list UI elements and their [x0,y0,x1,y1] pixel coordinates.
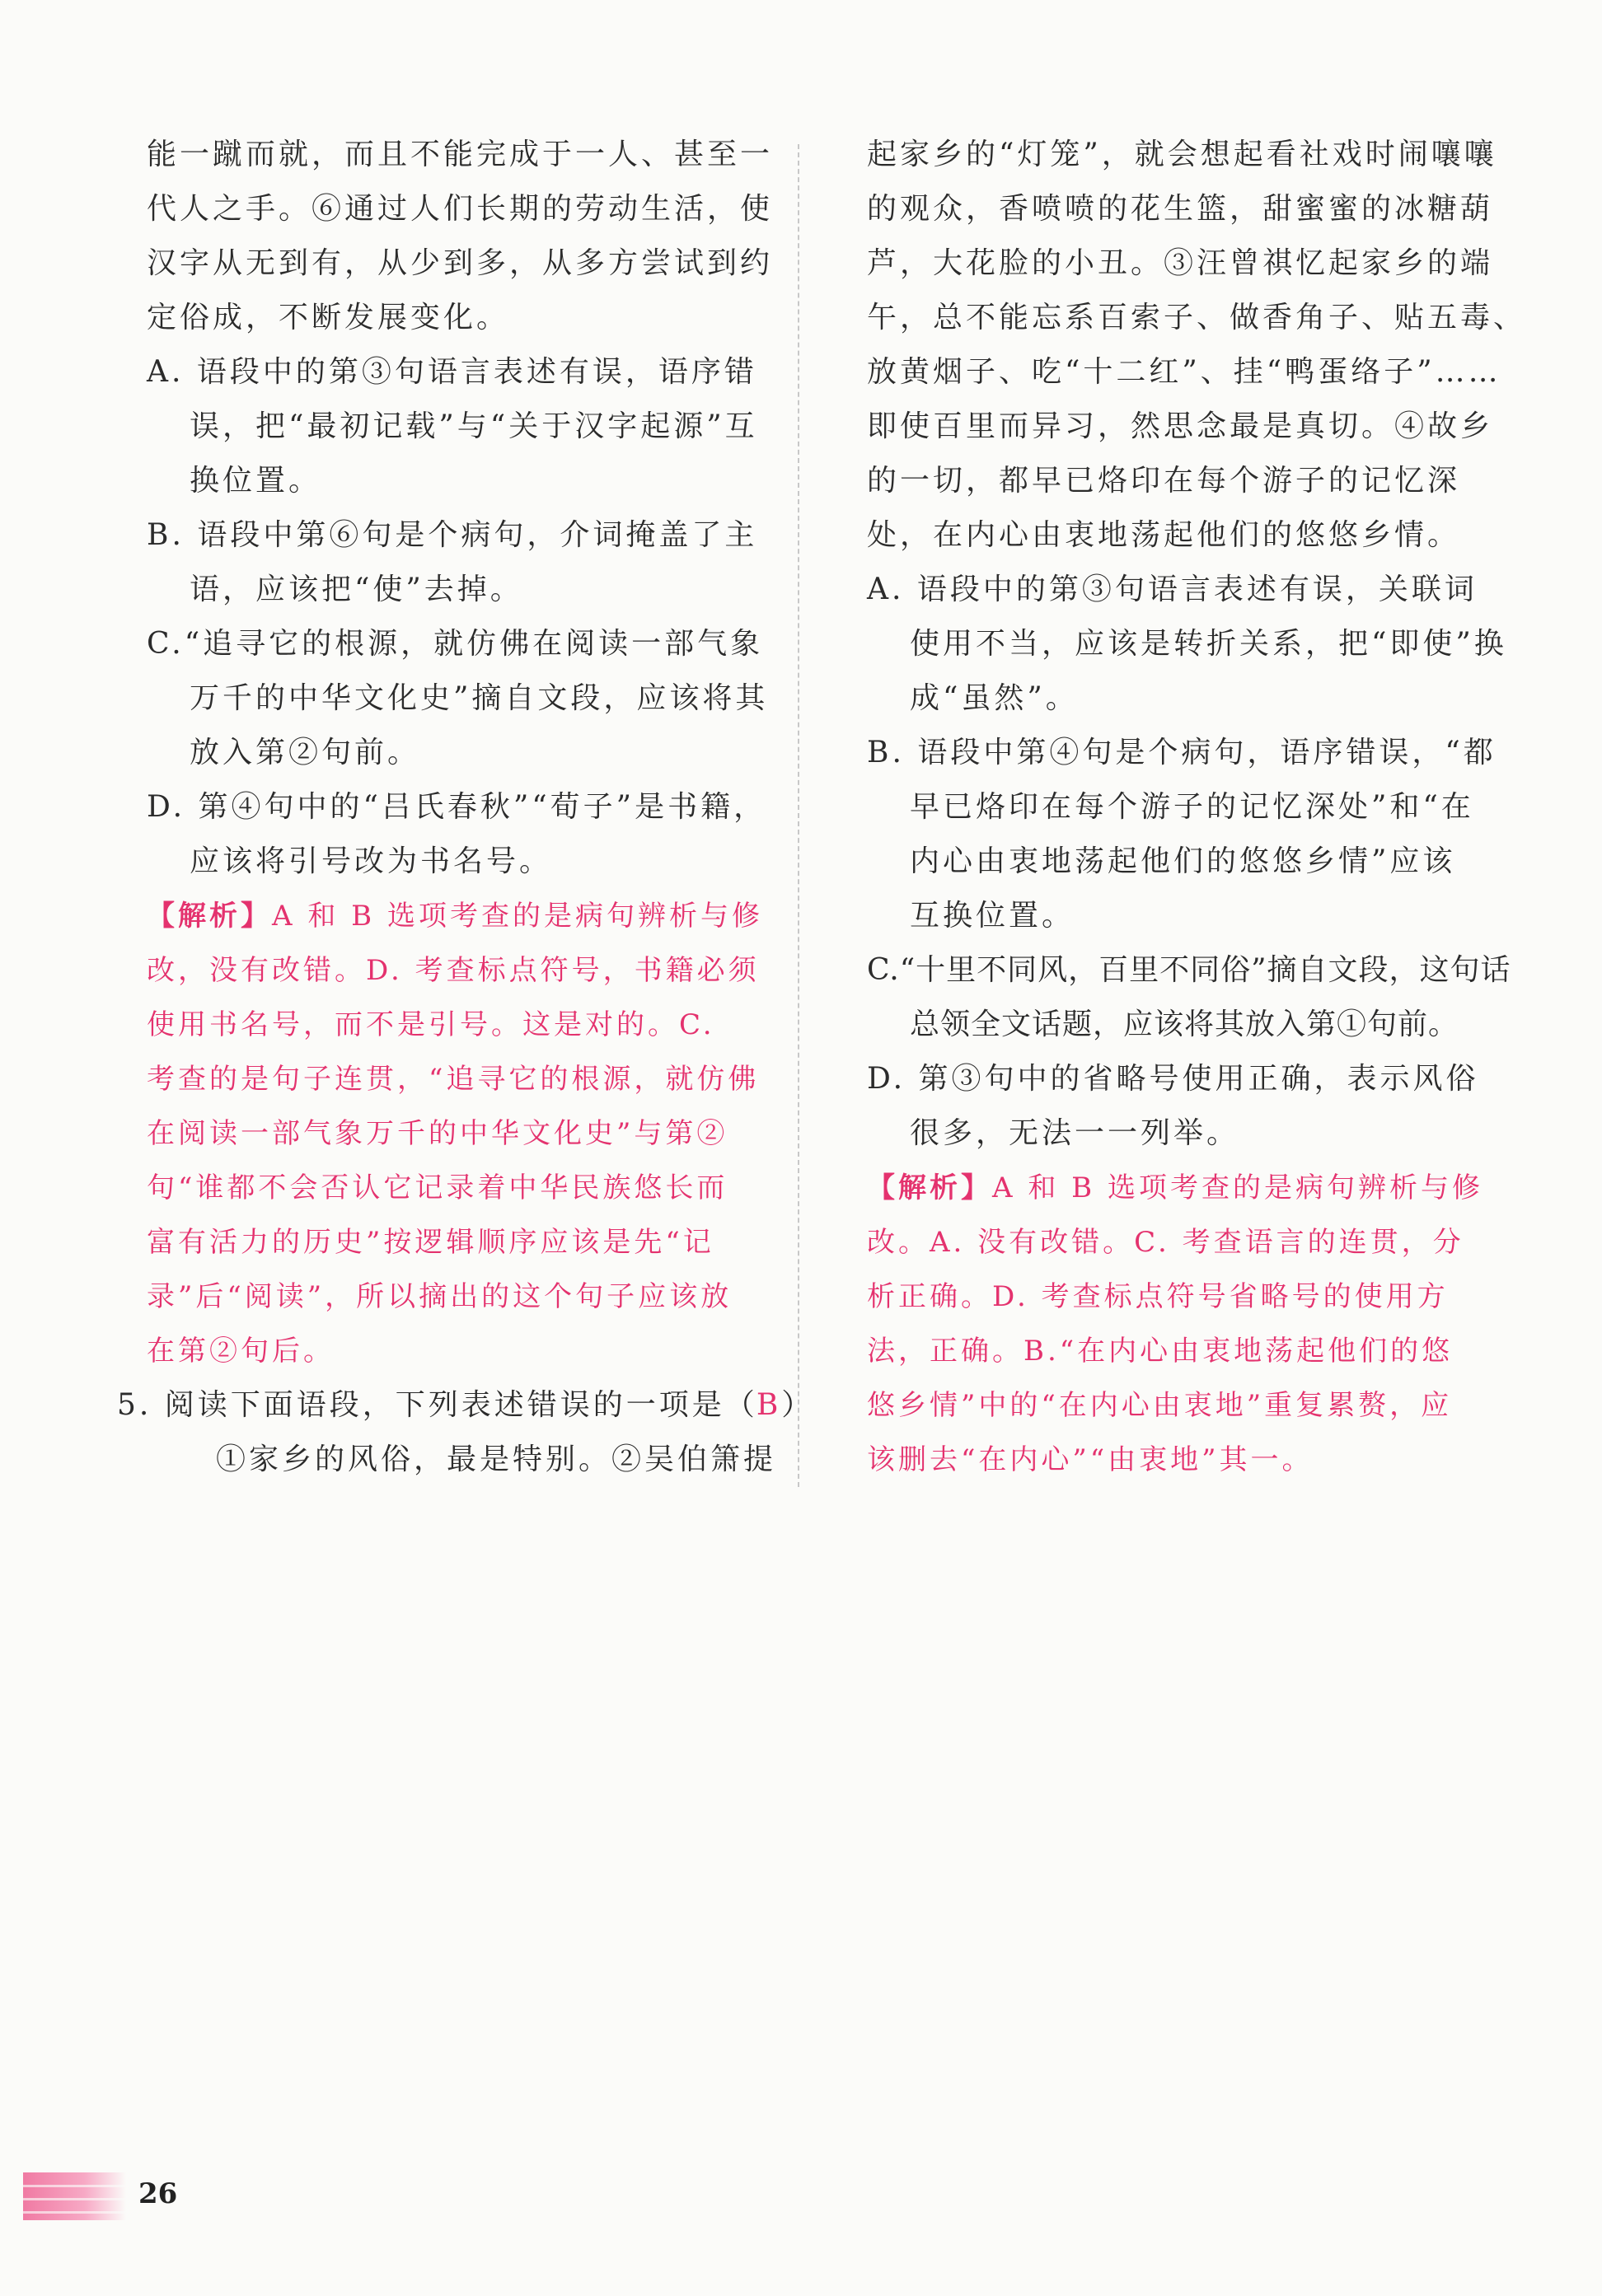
question-5 [117,1378,813,1487]
question-stem [117,1378,813,1433]
passage [867,128,1527,563]
column-divider [798,144,799,1487]
option-line: 放入第②句前。 [190,736,421,769]
option-line: 内心由衷地荡起他们的悠悠乡情”应该 [910,844,1456,878]
option-line: 应该将引号改为书名号。 [190,844,553,878]
analysis-line: 在第②句后。 [147,1335,335,1368]
footer-stripe [23,2198,126,2200]
passage-line: 芦，大花脸的小丑。③汪曾祺忆起家乡的端 [867,246,1494,280]
option-d [867,1052,1477,1161]
option-line: B. 语段中第⑥句是个病句，介词掩盖了主 [147,518,758,552]
option-line: 早已烙印在每个游子的记忆深处”和“在 [910,790,1474,824]
analysis-block [147,889,775,1378]
option-b [867,726,1497,943]
question-stem-text: 5. 阅读下面语段，下列表述错误的一项是 [117,1388,725,1422]
analysis-line: A 和 B 选项考查的是病句辨析与修 [992,1171,1483,1204]
passage-line: 放黄烟子、吃“十二红”、挂“鸭蛋络子”…… [867,355,1501,389]
left-column [117,128,813,1487]
analysis-line: 录”后“阅读”，所以摘出的这个句子应该放 [147,1280,733,1313]
analysis-block [867,1161,1483,1487]
analysis-line: 法，正确。B.“在内心由衷地荡起他们的悠 [867,1335,1454,1368]
page-number: 26 [138,2177,178,2210]
passage-continuation [147,128,775,345]
analysis-line: 富有活力的历史”按逻辑顺序应该是先“记 [147,1226,714,1259]
analysis-tag: 【解析】 [147,900,272,933]
analysis-line: 该删去“在内心”“由衷地”其一。 [867,1443,1314,1476]
option-c [147,617,775,780]
passage-line: 的一切，都早已烙印在每个游子的记忆深 [867,464,1461,498]
option-line: D. 第③句中的省略号使用正确，表示风俗 [867,1062,1479,1096]
option-line: C.“追寻它的根源，就仿佛在阅读一部气象 [147,627,764,661]
option-line: 很多，无法一一列举。 [910,1116,1240,1150]
analysis-line: 改。A. 没有改错。C. 考查语言的连贯，分 [867,1226,1464,1259]
answer-paren-open: （ [724,1388,756,1422]
option-c [867,943,1511,1052]
analysis-line: 考查的是句子连贯，“追寻它的根源，就仿佛 [147,1063,760,1096]
analysis-line: 悠乡情”中的“在内心由衷地”重复累赘，应 [867,1389,1453,1422]
analysis-line: 改，没有改错。D. 考查标点符号，书籍必须 [147,954,760,987]
analysis-line: 句“谁都不会否认它记录着中华民族悠长而 [147,1171,728,1204]
option-a [867,563,1507,726]
passage-line: 的观众，香喷喷的花生篮，甜蜜蜜的冰糖葫 [867,192,1494,226]
option-line: D. 第④句中的“吕氏春秋”“荀子”是书籍， [147,790,767,824]
option-line: 误，把“最初记载”与“关于汉字起源”互 [190,409,758,443]
option-line: 语，应该把“使”去掉。 [190,573,523,606]
passage-line: 处，在内心由衷地荡起他们的悠悠乡情。 [867,518,1461,552]
option-a [147,345,775,508]
analysis-line: 析正确。D. 考查标点符号省略号的使用方 [867,1280,1449,1313]
passage-line: 汉字从无到有，从少到多，从多方尝试到约 [147,246,774,280]
analysis-line: 在阅读一部气象万千的中华文化史”与第② [147,1117,728,1150]
option-d [147,780,775,889]
footer-stripe [23,2185,126,2187]
option-line: 互换位置。 [910,899,1075,933]
passage-line: 午，总不能忘系百索子、做香角子、贴五毒、 [867,301,1527,334]
option-line: 成“虽然”。 [910,681,1079,715]
option-line: 总领全文话题，应该将其放入第①句前。 [910,1008,1459,1041]
option-line: 换位置。 [190,464,322,498]
analysis-tag: 【解析】 [867,1171,992,1204]
answer-paren-close: ） [781,1388,813,1422]
passage-line: 即使百里而异习，然思念最是真切。④故乡 [867,409,1494,443]
analysis-line: A 和 B 选项考查的是病句辨析与修 [272,900,763,933]
analysis-line: 使用书名号，而不是引号。这是对的。C. [147,1008,715,1041]
passage-line: 起家乡的“灯笼”，就会想起看社戏时闹嚷嚷 [867,138,1497,171]
answer-letter: B [756,1388,782,1422]
footer-stripe [23,2211,126,2214]
passage-line: 代人之手。⑥通过人们长期的劳动生活，使 [147,192,774,226]
passage-line: ①家乡的风俗，最是特别。②吴伯箫提 [216,1443,777,1476]
option-line: 使用不当，应该是转折关系，把“即使”换 [910,627,1507,661]
option-line: B. 语段中第④句是个病句，语序错误，“都 [867,736,1497,769]
passage-line: 定俗成，不断发展变化。 [147,301,510,334]
option-line: A. 语段中的第③句语言表述有误，语序错 [147,355,757,389]
passage-line: 能一蹴而就，而且不能完成于一人、甚至一 [147,138,774,171]
option-line: C.“十里不同风，百里不同俗”摘自文段，这句话 [867,953,1511,987]
right-column [867,128,1527,1487]
option-b [147,508,775,617]
option-line: A. 语段中的第③句语言表述有误，关联词 [867,573,1478,606]
option-line: 万千的中华文化史”摘自文段，应该将其 [190,681,769,715]
